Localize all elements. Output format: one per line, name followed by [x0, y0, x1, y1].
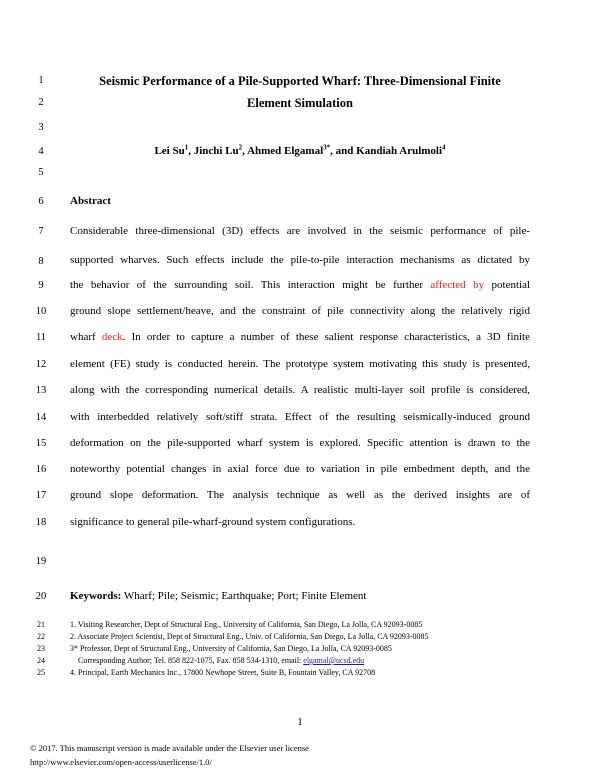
author-name: Kandiah Arulmoli	[356, 145, 443, 157]
highlighted-text: affected by	[430, 279, 485, 291]
abstract-line: deformation on the pile-supported wharf system is explored. Specific attention is drawn to the	[70, 437, 530, 449]
line-number: 2	[38, 97, 44, 108]
abstract-text: . In order to capture a number of these salient response characteristics, a 3D finite	[122, 331, 531, 343]
line-number: 13	[35, 385, 47, 396]
line-number: 14	[35, 412, 47, 423]
abstract-line	[70, 279, 530, 292]
line-number: 17	[35, 490, 47, 501]
footnote-text: Corresponding Author; Tel. 858 822-1075, Fax. 858 534-1310, email:	[70, 656, 304, 665]
abstract-text: potential	[484, 279, 530, 291]
line-number: 19	[35, 556, 47, 567]
author-name: Lei Su	[154, 145, 185, 157]
license-notice: © 2017. This manuscript version is made available under the Elsevier user license	[30, 743, 309, 753]
footnote-line-number: 24	[37, 656, 45, 665]
author-affiliation: 4	[442, 143, 446, 152]
author-separator: ,	[188, 145, 194, 157]
line-number: 8	[38, 256, 44, 267]
author-name: Jinchi Lu	[193, 145, 239, 157]
author-separator: ,	[242, 145, 248, 157]
author-affiliation: 2	[238, 143, 243, 152]
abstract-line: supported wharves. Such effects include the pile-to-pile interaction mechanisms as dictated by	[70, 254, 530, 266]
abstract-text: wharf	[70, 331, 102, 343]
keywords	[70, 590, 530, 603]
paper-title-line-2: Element Simulation	[247, 96, 353, 110]
license-url[interactable]: http://www.elsevier.com/open-access/userlicense/1.0/	[30, 757, 212, 767]
footnote: 3* Professor, Dept of Structural Eng., University of California, San Diego, La Jolla, CA 92093-0085	[70, 644, 392, 653]
line-number: 18	[35, 517, 47, 528]
author-name: Ahmed Elgamal	[247, 145, 324, 157]
footnote-line-number: 23	[37, 644, 45, 653]
abstract-line: noteworthy potential changes in axial force due to variation in pile embedment depth, and the	[70, 463, 530, 475]
line-number: 3	[38, 122, 44, 133]
line-number: 9	[38, 280, 44, 291]
footnote: 4. Principal, Earth Mechanics Inc., 17800 Newhope Street, Suite B, Fountain Valley, CA 92708	[70, 668, 376, 677]
abstract-line: Considerable three-dimensional (3D) effects are involved in the seismic performance of pile-	[70, 225, 530, 237]
keywords-text: Wharf; Pile; Seismic; Earthquake; Port; Finite Element	[121, 590, 367, 602]
abstract-line: ground slope settlement/heave, and the constraint of pile connectivity along the relatively rigid	[70, 305, 530, 317]
highlighted-text: deck	[101, 331, 123, 343]
line-number: 12	[35, 359, 47, 370]
line-number: 1	[38, 75, 44, 86]
line-number: 6	[38, 196, 44, 207]
line-number: 10	[35, 306, 47, 317]
keywords-label: Keywords:	[70, 590, 122, 602]
abstract-line: ground slope deformation. The analysis technique as well as the derived insights are of	[70, 489, 530, 501]
page-number: 1	[297, 716, 303, 728]
abstract-line: significance to general pile-wharf-ground system configurations.	[70, 516, 356, 528]
footnote-line-number: 25	[37, 668, 45, 677]
paper-title-line-1: Seismic Performance of a Pile-Supported Wharf: Three-Dimensional Finite	[99, 74, 501, 88]
footnote: 1. Visiting Researcher, Dept of Structural Eng., University of California, San Diego, La Jolla, CA 92093-0085	[70, 620, 423, 629]
abstract-text: the behavior of the surrounding soil. This interaction might be further	[70, 279, 431, 291]
author-separator: , and	[330, 145, 357, 157]
line-number: 11	[35, 332, 47, 343]
abstract-line: element (FE) study is conducted herein. The prototype system motivating this study is presented,	[70, 358, 530, 370]
author-affiliation: 3*	[323, 143, 331, 152]
line-number: 20	[35, 591, 47, 602]
author-list	[70, 145, 530, 158]
author-affiliation: 1	[184, 143, 189, 152]
abstract-heading: Abstract	[70, 195, 111, 207]
footnote	[70, 656, 364, 666]
abstract-line: with interbedded relatively soft/stiff strata. Effect of the resulting seismically-induced ground	[70, 411, 530, 423]
line-number: 4	[38, 146, 44, 157]
footnote-line-number: 22	[37, 632, 45, 641]
line-number: 15	[35, 438, 47, 449]
line-number: 7	[38, 226, 44, 237]
line-number: 5	[38, 167, 44, 178]
footnote-line-number: 21	[37, 620, 45, 629]
abstract-line	[70, 331, 530, 344]
line-number: 16	[35, 464, 47, 475]
footnote: 2. Associate Project Scientist, Dept of Structural Eng., Univ. of California, San Diego, La Jolla, CA 92093-0085	[70, 632, 429, 641]
email-link[interactable]: elgamal@ucsd.edu	[303, 656, 365, 665]
abstract-line: along with the corresponding numerical details. A realistic multi-layer soil profile is considered,	[70, 384, 530, 396]
